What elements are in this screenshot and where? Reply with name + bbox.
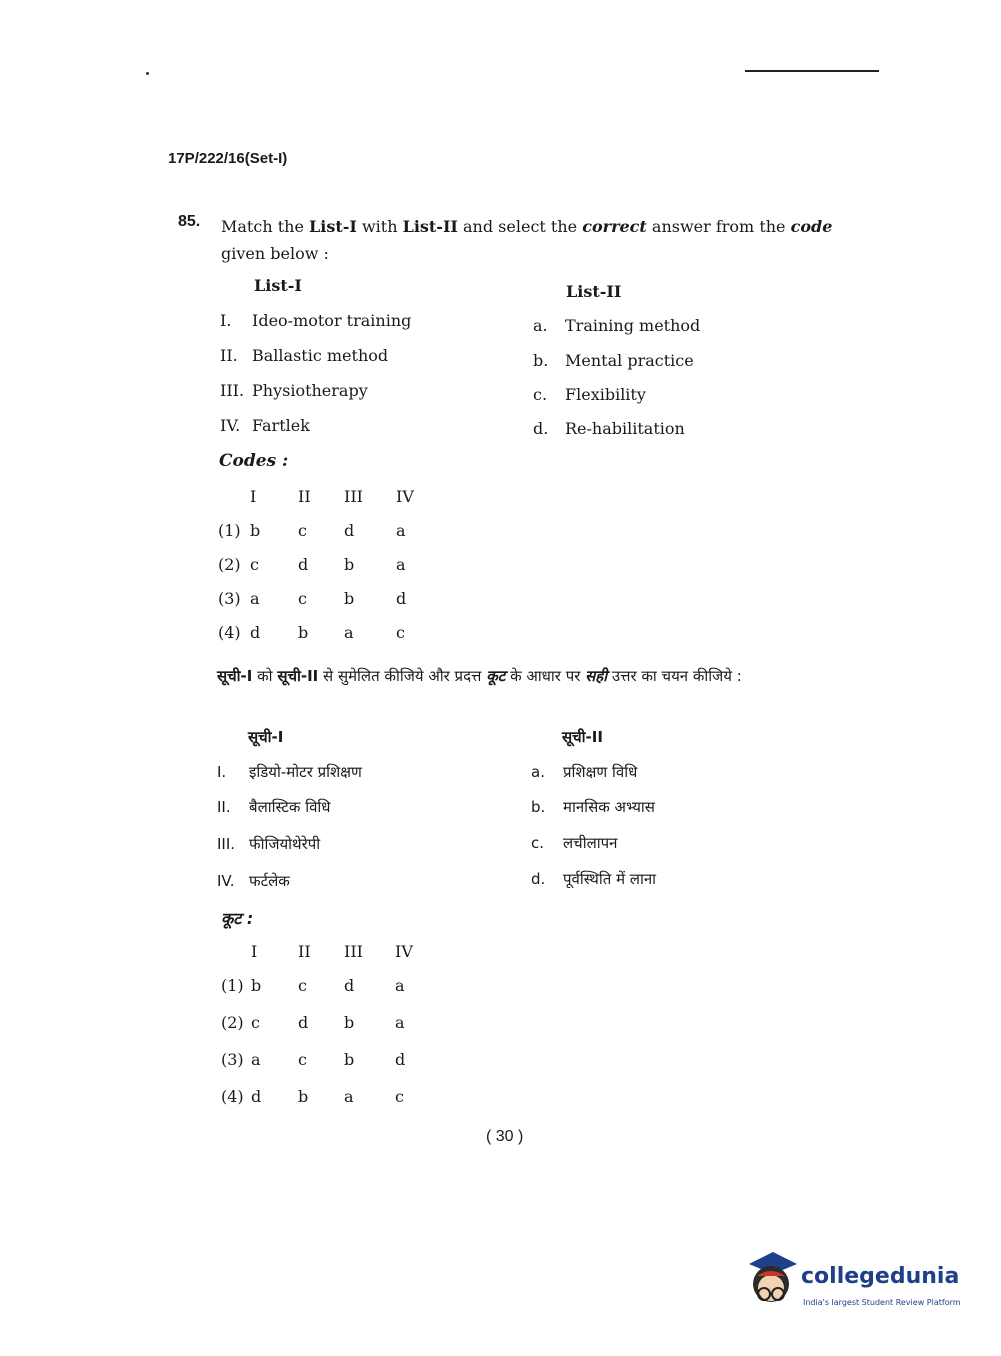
list1-item: III. Physiotherapy: [220, 381, 368, 400]
code-value: b: [298, 1087, 309, 1106]
code-value: d: [395, 1050, 406, 1069]
hindi-question-text: सूची-I को सूची-II से सुमेलित कीजिये और प्रदत्त कूट के आधार पर सही उत्तर का चयन कीजिये :: [217, 667, 742, 685]
paper-code: 17P/222/16(Set-I): [168, 150, 288, 167]
hindi-list1-title: सूची-I: [248, 728, 284, 746]
hindi-list2-item: b. मानसिक अभ्यास: [531, 798, 655, 816]
col-head: IV: [396, 487, 414, 506]
code-value: b: [298, 623, 309, 642]
option-label: (3): [218, 589, 241, 608]
col-head: III: [344, 942, 363, 961]
code-value: a: [396, 555, 406, 574]
question-number: 85.: [178, 213, 201, 230]
code-value: b: [344, 589, 355, 608]
code-value: a: [395, 1013, 405, 1032]
hindi-list2-item: d. पूर्वस्थिति में लाना: [531, 870, 657, 888]
code-value: b: [344, 1013, 355, 1032]
code-value: c: [396, 623, 405, 642]
list2-item: d. Re-habilitation: [533, 419, 685, 438]
code-value: a: [344, 1087, 354, 1106]
list1-title: List-I: [254, 276, 302, 295]
list1-item: IV. Fartlek: [220, 416, 310, 435]
option-label: (4): [218, 623, 241, 642]
hindi-list2-item: c. लचीलापन: [531, 834, 618, 852]
col-head: III: [344, 487, 363, 506]
code-value: c: [250, 555, 259, 574]
option-label: (2): [218, 555, 241, 574]
code-value: a: [250, 589, 260, 608]
code-value: c: [298, 521, 307, 540]
option-label: (2): [221, 1013, 244, 1032]
option-label: (3): [221, 1050, 244, 1069]
list1-item: II. Ballastic method: [220, 346, 389, 365]
scan-speck: [146, 72, 149, 75]
col-head: I: [251, 942, 258, 961]
col-head: IV: [395, 942, 413, 961]
code-value: a: [251, 1050, 261, 1069]
col-head: I: [250, 487, 257, 506]
mascot-icon: [743, 1250, 801, 1312]
code-value: b: [344, 1050, 355, 1069]
list2-item: c. Flexibility: [533, 385, 646, 404]
hindi-list1-item: II. बैलास्टिक विधि: [217, 798, 331, 816]
list2-item: b. Mental practice: [533, 351, 694, 370]
code-value: d: [250, 623, 261, 642]
list2-item: a. Training method: [533, 316, 701, 335]
hindi-list2-title: सूची-II: [562, 728, 603, 746]
col-head: II: [298, 942, 311, 961]
code-value: d: [298, 555, 309, 574]
code-value: c: [298, 976, 307, 995]
code-value: d: [344, 976, 355, 995]
codes-title: Codes :: [219, 451, 289, 471]
code-value: b: [344, 555, 355, 574]
code-value: a: [395, 976, 405, 995]
logo-tagline: India's largest Student Review Platform: [803, 1298, 961, 1307]
hindi-list2-item: a. प्रशिक्षण विधि: [531, 763, 638, 781]
code-value: d: [251, 1087, 262, 1106]
code-value: d: [298, 1013, 309, 1032]
hindi-list1-item: I. इडियो-मोटर प्रशिक्षण: [217, 763, 362, 781]
code-value: c: [298, 1050, 307, 1069]
collegedunia-logo[interactable]: [743, 1250, 968, 1320]
code-value: a: [344, 623, 354, 642]
option-label: (1): [221, 976, 244, 995]
question-text: Match the List-I with List-II and select the correct answer from the code given below :: [221, 217, 833, 263]
top-rule: [745, 70, 879, 72]
hindi-codes-title: कूट :: [221, 909, 254, 928]
code-value: c: [251, 1013, 260, 1032]
code-value: a: [396, 521, 406, 540]
page-number: ( 30 ): [486, 1128, 524, 1145]
code-value: b: [251, 976, 262, 995]
code-value: d: [344, 521, 355, 540]
hindi-list1-item: III. फीजियोथेरेपी: [217, 835, 321, 853]
col-head: II: [298, 487, 311, 506]
code-value: c: [395, 1087, 404, 1106]
list2-title: List-II: [566, 282, 622, 301]
option-label: (1): [218, 521, 241, 540]
code-value: d: [396, 589, 407, 608]
list1-item: I. Ideo-motor training: [220, 311, 412, 330]
code-value: c: [298, 589, 307, 608]
hindi-list1-item: IV. फर्टलेक: [217, 872, 290, 890]
logo-wordmark: collegedunia: [801, 1264, 960, 1289]
code-value: b: [250, 521, 261, 540]
option-label: (4): [221, 1087, 244, 1106]
